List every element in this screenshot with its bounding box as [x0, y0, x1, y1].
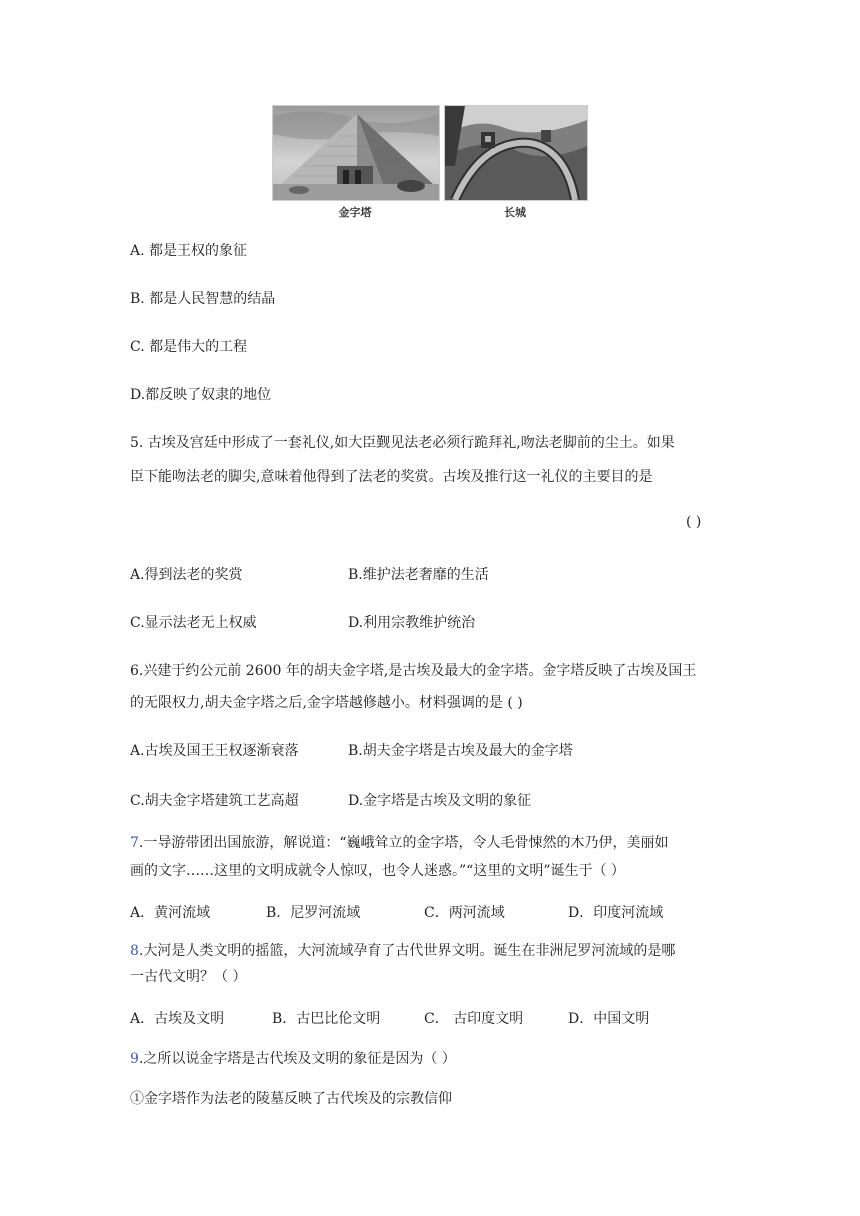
q7-option-a: A．黄河流域 [130, 905, 211, 921]
q8-stem-line1 [130, 940, 675, 960]
q9-stem-text: .之所以说金字塔是古代埃及文明的象征是因为（ ） [138, 1051, 456, 1067]
q6-option-b: B.胡夫金字塔是古埃及最大的金字塔 [348, 743, 573, 759]
q7-stem-line1 [130, 832, 669, 852]
pyramid-caption: 金字塔 [338, 206, 372, 219]
pyramid-image [272, 105, 440, 201]
q6-stem-line2: 的无限权力,胡夫金字塔之后,金字塔越修越小。材料强调的是 ( ) [130, 695, 523, 711]
q4-option-b: B. 都是人民智慧的结晶 [130, 291, 276, 307]
q8-option-a: A．古埃及文明 [130, 1011, 225, 1027]
q5-option-b: B.维护法老奢靡的生活 [348, 567, 489, 583]
q8-number: 8 [130, 943, 139, 959]
q7-number: 7 [130, 835, 139, 851]
q5-option-c: C.显示法老无上权威 [130, 615, 257, 631]
q9-item-1: ①金字塔作为法老的陵墓反映了古代埃及的宗教信仰 [130, 1091, 452, 1107]
q4-option-a: A. 都是王权的象征 [130, 243, 248, 259]
q7-option-d: D．印度河流域 [568, 905, 664, 921]
q5-stem-line2: 臣下能吻法老的脚尖,意味着他得到了法老的奖赏。古埃及推行这一礼仪的主要目的是 [130, 469, 653, 485]
q5-answer-bracket: ( ) [686, 514, 702, 530]
q8-stem-text: .大河是人类文明的摇篮，大河流域孕育了古代世界文明。诞生在非洲尼罗河流域的是哪 [138, 943, 676, 959]
great-wall-caption: 长城 [504, 206, 526, 219]
q7-stem-line2: 画的文字……这里的文明成就令人惊叹，也令人迷惑。”“这里的文明”诞生于（ ） [130, 863, 625, 879]
q6-option-d: D.金字塔是古埃及文明的象征 [348, 793, 532, 809]
q7-option-b: B．尼罗河流域 [266, 905, 361, 921]
q8-stem-line2: 一古代文明？（ ） [130, 969, 247, 985]
q6-option-c: C.胡夫金字塔建筑工艺高超 [130, 793, 299, 809]
q5-option-d: D.利用宗教维护统治 [348, 615, 476, 631]
q4-option-d: D.都反映了奴隶的地位 [130, 387, 272, 403]
q7-stem-text: .一导游带团出国旅游，解说道：“巍峨耸立的金字塔，令人毛骨悚然的木乃伊，美丽如 [138, 835, 669, 851]
q8-option-c: C． 古印度文明 [424, 1011, 524, 1027]
q7-option-c: C．两河流域 [424, 905, 505, 921]
q6-stem-line1: 6.兴建于约公元前 2600 年的胡夫金字塔,是古埃及最大的金字塔。金字塔反映了古埃及国王 [130, 663, 697, 679]
q5-option-a: A.得到法老的奖赏 [130, 567, 243, 583]
great-wall-image [444, 105, 588, 201]
q5-stem-line1: 5. 古埃及宫廷中形成了一套礼仪,如大臣觐见法老必须行跪拜礼,吻法老脚前的尘土。如果 [130, 435, 675, 451]
q6-option-a: A.古埃及国王王权逐渐衰落 [130, 743, 299, 759]
q9-number: 9 [130, 1051, 139, 1067]
q8-option-d: D．中国文明 [568, 1011, 650, 1027]
q8-option-b: B．古巴比伦文明 [272, 1011, 381, 1027]
q4-option-c: C. 都是伟大的工程 [130, 339, 248, 355]
q9-stem [130, 1048, 456, 1068]
